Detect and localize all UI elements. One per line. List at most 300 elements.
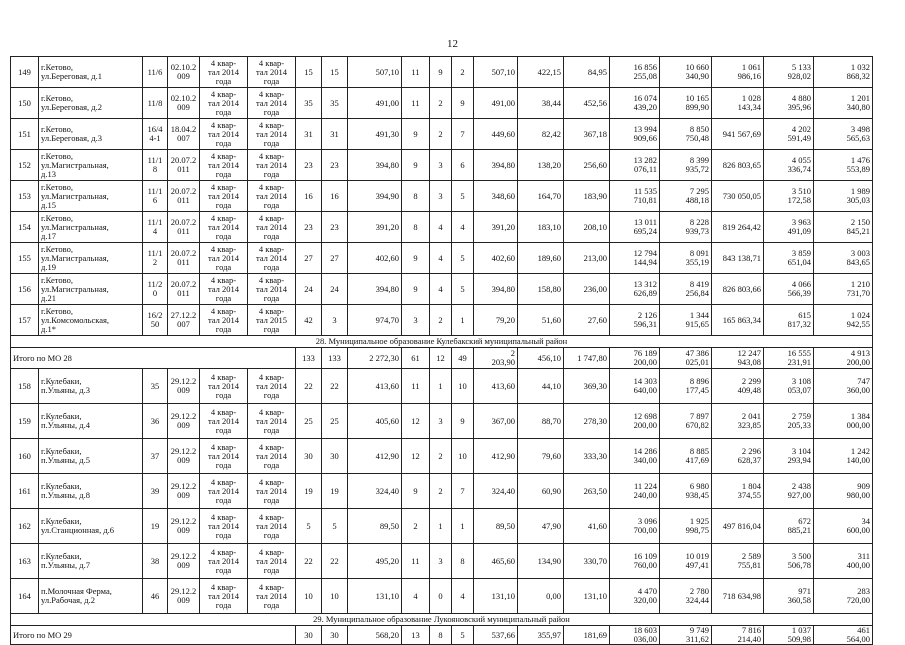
planned-date-cell: 4 квар- тал 2014 года	[200, 439, 248, 474]
total-value-c10: 61	[402, 348, 430, 369]
value-cell-c17: 7 897 670,82	[660, 404, 712, 439]
value-cell-c10: 8	[402, 212, 430, 243]
value-cell-c13: 391,20	[474, 212, 518, 243]
value-cell-c15: 213,00	[564, 243, 610, 274]
permit-date-cell: 20.07.2 011	[168, 150, 200, 181]
planned-date-cell: 4 квар- тал 2014 года	[200, 150, 248, 181]
value-cell-c18: 2 041 323,85	[712, 404, 764, 439]
value-cell-c11: 3	[430, 544, 452, 579]
value-cell-c16: 14 303 640,00	[610, 369, 660, 404]
row-number: 152	[11, 150, 39, 181]
value-cell-c8: 30	[322, 439, 348, 474]
value-cell-c17: 8 896 177,45	[660, 369, 712, 404]
permit-number-cell: 11/1 6	[143, 181, 168, 212]
address-cell: г.Кетово, ул.Береговая, д.2	[39, 88, 143, 119]
value-cell-c13: 449,60	[474, 119, 518, 150]
planned-date-cell: 4 квар- тал 2014 года	[200, 404, 248, 439]
row-number: 150	[11, 88, 39, 119]
value-cell-c16: 11 224 240,00	[610, 474, 660, 509]
permit-number-cell: 16/2 50	[143, 305, 168, 336]
total-value-c9: 568,20	[348, 626, 402, 645]
value-cell-c15: 84,95	[564, 57, 610, 88]
total-row	[11, 626, 873, 645]
section-title: 29. Муниципальное образование Лукояновский муниципальный район	[11, 614, 873, 626]
value-cell-c10: 9	[402, 119, 430, 150]
value-cell-c20: 747 360,00	[814, 369, 873, 404]
value-cell-c20: 1 242 140,00	[814, 439, 873, 474]
value-cell-c20: 1 384 000,00	[814, 404, 873, 439]
table-row	[11, 544, 873, 579]
value-cell-c15: 452,56	[564, 88, 610, 119]
actual-date-cell: 4 квар- тал 2014 года	[248, 404, 296, 439]
value-cell-c12: 1	[452, 509, 474, 544]
value-cell-c18: 941 567,69	[712, 119, 764, 150]
value-cell-c11: 2	[430, 305, 452, 336]
permit-date-cell: 29.12.2 009	[168, 369, 200, 404]
value-cell-c7: 22	[296, 544, 322, 579]
total-label: Итого по МО 29	[11, 626, 296, 645]
address-cell: г.Кулебаки, п.Ульяны, д.4	[39, 404, 143, 439]
address-cell: г.Кулебаки, п.Ульяны, д.3	[39, 369, 143, 404]
value-cell-c19: 971 360,58	[764, 579, 814, 614]
address-cell: г.Кетово, ул.Магистральная, д.13	[39, 150, 143, 181]
value-cell-c20: 1 476 553,89	[814, 150, 873, 181]
value-cell-c20: 34 600,00	[814, 509, 873, 544]
total-value-c14: 456,10	[518, 348, 564, 369]
value-cell-c19: 615 817,32	[764, 305, 814, 336]
value-cell-c12: 1	[452, 305, 474, 336]
value-cell-c14: 60,90	[518, 474, 564, 509]
value-cell-c16: 4 470 320,00	[610, 579, 660, 614]
table-row	[11, 509, 873, 544]
permit-date-cell: 29.12.2 009	[168, 579, 200, 614]
address-cell: г.Кулебаки, ул.Станционная, д.6	[39, 509, 143, 544]
value-cell-c18: 1 804 374,55	[712, 474, 764, 509]
value-cell-c11: 4	[430, 212, 452, 243]
value-cell-c16: 14 286 340,00	[610, 439, 660, 474]
value-cell-c12: 5	[452, 274, 474, 305]
value-cell-c16: 12 698 200,00	[610, 404, 660, 439]
total-value-c18: 7 816 214,40	[712, 626, 764, 645]
value-cell-c8: 19	[322, 474, 348, 509]
value-cell-c14: 422,15	[518, 57, 564, 88]
value-cell-c20: 1 210 731,70	[814, 274, 873, 305]
total-value-c14: 355,97	[518, 626, 564, 645]
planned-date-cell: 4 квар- тал 2014 года	[200, 57, 248, 88]
permit-date-cell: 29.12.2 009	[168, 439, 200, 474]
value-cell-c19: 3 108 053,07	[764, 369, 814, 404]
value-cell-c12: 6	[452, 150, 474, 181]
row-number: 151	[11, 119, 39, 150]
value-cell-c15: 369,30	[564, 369, 610, 404]
value-cell-c15: 263,50	[564, 474, 610, 509]
value-cell-c18: 1 028 143,34	[712, 88, 764, 119]
planned-date-cell: 4 квар- тал 2014 года	[200, 119, 248, 150]
value-cell-c18: 497 816,04	[712, 509, 764, 544]
permit-date-cell: 20.07.2 011	[168, 212, 200, 243]
planned-date-cell: 4 квар- тал 2014 года	[200, 474, 248, 509]
total-value-c20: 4 913 200,00	[814, 348, 873, 369]
value-cell-c16: 16 856 255,08	[610, 57, 660, 88]
value-cell-c18: 1 061 986,16	[712, 57, 764, 88]
planned-date-cell: 4 квар- тал 2014 года	[200, 88, 248, 119]
planned-date-cell: 4 квар- тал 2014 года	[200, 305, 248, 336]
value-cell-c8: 15	[322, 57, 348, 88]
value-cell-c17: 8 091 355,19	[660, 243, 712, 274]
value-cell-c13: 348,60	[474, 181, 518, 212]
permit-date-cell: 20.07.2 011	[168, 243, 200, 274]
value-cell-c13: 131,10	[474, 579, 518, 614]
value-cell-c10: 8	[402, 181, 430, 212]
value-cell-c8: 23	[322, 212, 348, 243]
value-cell-c10: 9	[402, 274, 430, 305]
value-cell-c7: 30	[296, 439, 322, 474]
value-cell-c7: 25	[296, 404, 322, 439]
value-cell-c20: 3 003 843,65	[814, 243, 873, 274]
value-cell-c8: 5	[322, 509, 348, 544]
value-cell-c16: 13 994 909,66	[610, 119, 660, 150]
value-cell-c14: 138,20	[518, 150, 564, 181]
value-cell-c12: 2	[452, 57, 474, 88]
value-cell-c9: 491,30	[348, 119, 402, 150]
address-cell: г.Кетово, ул.Магистральная, д.15	[39, 181, 143, 212]
value-cell-c9: 394,90	[348, 181, 402, 212]
value-cell-c15: 333,30	[564, 439, 610, 474]
total-value-c17: 9 749 311,62	[660, 626, 712, 645]
value-cell-c18: 2 296 628,37	[712, 439, 764, 474]
value-cell-c7: 35	[296, 88, 322, 119]
address-cell: п.Молочная Ферма, ул.Рабочая, д.2	[39, 579, 143, 614]
value-cell-c12: 7	[452, 119, 474, 150]
value-cell-c9: 394,80	[348, 150, 402, 181]
permit-date-cell: 20.07.2 011	[168, 181, 200, 212]
permit-number-cell: 19	[143, 509, 168, 544]
value-cell-c13: 89,50	[474, 509, 518, 544]
value-cell-c9: 507,10	[348, 57, 402, 88]
value-cell-c9: 405,60	[348, 404, 402, 439]
permit-number-cell: 11/2 0	[143, 274, 168, 305]
value-cell-c8: 23	[322, 150, 348, 181]
actual-date-cell: 4 квар- тал 2014 года	[248, 88, 296, 119]
permit-date-cell: 29.12.2 009	[168, 509, 200, 544]
total-value-c16: 18 603 036,00	[610, 626, 660, 645]
table-row	[11, 212, 873, 243]
value-cell-c16: 16 109 760,00	[610, 544, 660, 579]
row-number: 161	[11, 474, 39, 509]
permit-number-cell: 38	[143, 544, 168, 579]
total-value-c17: 47 386 025,01	[660, 348, 712, 369]
value-cell-c13: 394,80	[474, 274, 518, 305]
value-cell-c13: 79,20	[474, 305, 518, 336]
value-cell-c8: 25	[322, 404, 348, 439]
planned-date-cell: 4 квар- тал 2014 года	[200, 369, 248, 404]
value-cell-c14: 82,42	[518, 119, 564, 150]
value-cell-c13: 465,60	[474, 544, 518, 579]
value-cell-c17: 8 850 750,48	[660, 119, 712, 150]
planned-date-cell: 4 квар- тал 2014 года	[200, 544, 248, 579]
value-cell-c20: 3 498 565,63	[814, 119, 873, 150]
value-cell-c17: 7 295 488,18	[660, 181, 712, 212]
value-cell-c17: 6 980 938,45	[660, 474, 712, 509]
value-cell-c20: 909 980,00	[814, 474, 873, 509]
table-row	[11, 57, 873, 88]
planned-date-cell: 4 квар- тал 2014 года	[200, 274, 248, 305]
permit-number-cell: 11/1 8	[143, 150, 168, 181]
value-cell-c14: 134,90	[518, 544, 564, 579]
actual-date-cell: 4 квар- тал 2014 года	[248, 181, 296, 212]
value-cell-c15: 208,10	[564, 212, 610, 243]
value-cell-c10: 9	[402, 243, 430, 274]
value-cell-c7: 24	[296, 274, 322, 305]
value-cell-c14: 38,44	[518, 88, 564, 119]
value-cell-c8: 31	[322, 119, 348, 150]
value-cell-c8: 3	[322, 305, 348, 336]
value-cell-c14: 158,80	[518, 274, 564, 305]
row-number: 163	[11, 544, 39, 579]
value-cell-c12: 8	[452, 544, 474, 579]
address-cell: г.Кетово, ул.Магистральная, д.21	[39, 274, 143, 305]
value-cell-c19: 3 104 293,94	[764, 439, 814, 474]
actual-date-cell: 4 квар- тал 2014 года	[248, 243, 296, 274]
permit-number-cell: 36	[143, 404, 168, 439]
address-cell: г.Кетово, ул.Комсомольская, д.1*	[39, 305, 143, 336]
value-cell-c20: 1 032 868,32	[814, 57, 873, 88]
value-cell-c12: 9	[452, 404, 474, 439]
value-cell-c9: 491,00	[348, 88, 402, 119]
planned-date-cell: 4 квар- тал 2014 года	[200, 509, 248, 544]
total-value-c9: 2 272,30	[348, 348, 402, 369]
value-cell-c12: 9	[452, 88, 474, 119]
value-cell-c16: 3 096 700,00	[610, 509, 660, 544]
value-cell-c10: 9	[402, 474, 430, 509]
total-value-c12: 49	[452, 348, 474, 369]
total-value-c19: 16 555 231,91	[764, 348, 814, 369]
section-header-row	[11, 336, 873, 348]
value-cell-c17: 8 885 417,69	[660, 439, 712, 474]
actual-date-cell: 4 квар- тал 2014 года	[248, 57, 296, 88]
value-cell-c11: 1	[430, 369, 452, 404]
row-number: 154	[11, 212, 39, 243]
value-cell-c7: 5	[296, 509, 322, 544]
table-row	[11, 181, 873, 212]
permit-number-cell: 39	[143, 474, 168, 509]
value-cell-c18: 718 634,98	[712, 579, 764, 614]
value-cell-c11: 2	[430, 88, 452, 119]
value-cell-c14: 0,00	[518, 579, 564, 614]
value-cell-c11: 4	[430, 243, 452, 274]
actual-date-cell: 4 квар- тал 2014 года	[248, 579, 296, 614]
actual-date-cell: 4 квар- тал 2014 года	[248, 274, 296, 305]
value-cell-c10: 11	[402, 544, 430, 579]
row-number: 149	[11, 57, 39, 88]
value-cell-c18: 843 138,71	[712, 243, 764, 274]
total-label: Итого по МО 28	[11, 348, 296, 369]
permit-date-cell: 18.04.2 007	[168, 119, 200, 150]
actual-date-cell: 4 квар- тал 2014 года	[248, 544, 296, 579]
table-row	[11, 88, 873, 119]
permit-date-cell: 29.12.2 009	[168, 404, 200, 439]
value-cell-c11: 1	[430, 509, 452, 544]
value-cell-c11: 2	[430, 119, 452, 150]
value-cell-c19: 5 133 928,02	[764, 57, 814, 88]
value-cell-c14: 51,60	[518, 305, 564, 336]
actual-date-cell: 4 квар- тал 2014 года	[248, 369, 296, 404]
value-cell-c7: 22	[296, 369, 322, 404]
value-cell-c12: 10	[452, 439, 474, 474]
value-cell-c13: 413,60	[474, 369, 518, 404]
value-cell-c18: 165 863,34	[712, 305, 764, 336]
total-value-c13: 537,66	[474, 626, 518, 645]
permit-date-cell: 27.12.2 007	[168, 305, 200, 336]
value-cell-c9: 413,60	[348, 369, 402, 404]
total-value-c15: 1 747,80	[564, 348, 610, 369]
value-cell-c7: 15	[296, 57, 322, 88]
value-cell-c14: 79,60	[518, 439, 564, 474]
total-row	[11, 348, 873, 369]
address-cell: г.Кулебаки, п.Ульяны, д.5	[39, 439, 143, 474]
planned-date-cell: 4 квар- тал 2014 года	[200, 181, 248, 212]
value-cell-c18: 730 050,05	[712, 181, 764, 212]
value-cell-c16: 13 011 695,24	[610, 212, 660, 243]
value-cell-c18: 826 803,65	[712, 150, 764, 181]
value-cell-c15: 330,70	[564, 544, 610, 579]
value-cell-c13: 491,00	[474, 88, 518, 119]
value-cell-c8: 16	[322, 181, 348, 212]
row-number: 159	[11, 404, 39, 439]
value-cell-c10: 2	[402, 509, 430, 544]
total-value-c10: 13	[402, 626, 430, 645]
value-cell-c9: 131,10	[348, 579, 402, 614]
housing-register-table	[10, 56, 873, 645]
table-row	[11, 119, 873, 150]
permit-number-cell: 35	[143, 369, 168, 404]
value-cell-c19: 2 759 205,33	[764, 404, 814, 439]
value-cell-c16: 11 535 710,81	[610, 181, 660, 212]
value-cell-c17: 1 925 998,75	[660, 509, 712, 544]
value-cell-c19: 3 859 651,04	[764, 243, 814, 274]
table-row	[11, 474, 873, 509]
value-cell-c9: 391,20	[348, 212, 402, 243]
value-cell-c16: 13 282 076,11	[610, 150, 660, 181]
planned-date-cell: 4 квар- тал 2014 года	[200, 579, 248, 614]
table-row	[11, 579, 873, 614]
permit-date-cell: 02.10.2 009	[168, 57, 200, 88]
planned-date-cell: 4 квар- тал 2014 года	[200, 243, 248, 274]
value-cell-c11: 2	[430, 474, 452, 509]
value-cell-c18: 819 264,42	[712, 212, 764, 243]
value-cell-c13: 507,10	[474, 57, 518, 88]
value-cell-c20: 1 989 305,03	[814, 181, 873, 212]
value-cell-c9: 412,90	[348, 439, 402, 474]
value-cell-c13: 394,80	[474, 150, 518, 181]
total-value-c18: 12 247 943,08	[712, 348, 764, 369]
value-cell-c12: 10	[452, 369, 474, 404]
value-cell-c11: 4	[430, 274, 452, 305]
address-cell: г.Кетово, ул.Магистральная, д.17	[39, 212, 143, 243]
value-cell-c7: 31	[296, 119, 322, 150]
table-row	[11, 305, 873, 336]
actual-date-cell: 4 квар- тал 2014 года	[248, 474, 296, 509]
value-cell-c16: 12 794 144,94	[610, 243, 660, 274]
permit-number-cell: 16/4 4-1	[143, 119, 168, 150]
value-cell-c12: 7	[452, 474, 474, 509]
value-cell-c20: 311 400,00	[814, 544, 873, 579]
permit-date-cell: 29.12.2 009	[168, 474, 200, 509]
total-value-c20: 461 564,00	[814, 626, 873, 645]
row-number: 160	[11, 439, 39, 474]
value-cell-c12: 5	[452, 181, 474, 212]
value-cell-c13: 402,60	[474, 243, 518, 274]
register-body	[11, 57, 873, 645]
value-cell-c9: 974,70	[348, 305, 402, 336]
value-cell-c15: 236,00	[564, 274, 610, 305]
page-number: 12	[447, 38, 458, 50]
value-cell-c12: 4	[452, 212, 474, 243]
permit-date-cell: 29.12.2 009	[168, 544, 200, 579]
value-cell-c11: 3	[430, 181, 452, 212]
total-value-c19: 1 037 509,98	[764, 626, 814, 645]
value-cell-c8: 22	[322, 544, 348, 579]
value-cell-c15: 131,10	[564, 579, 610, 614]
row-number: 155	[11, 243, 39, 274]
table-row	[11, 243, 873, 274]
value-cell-c7: 27	[296, 243, 322, 274]
value-cell-c12: 4	[452, 579, 474, 614]
total-value-c8: 133	[322, 348, 348, 369]
permit-number-cell: 11/1 2	[143, 243, 168, 274]
value-cell-c7: 16	[296, 181, 322, 212]
value-cell-c19: 4 066 566,39	[764, 274, 814, 305]
table-row	[11, 439, 873, 474]
value-cell-c14: 47,90	[518, 509, 564, 544]
value-cell-c19: 672 885,21	[764, 509, 814, 544]
value-cell-c10: 12	[402, 404, 430, 439]
value-cell-c8: 24	[322, 274, 348, 305]
value-cell-c18: 826 803,66	[712, 274, 764, 305]
value-cell-c15: 41,60	[564, 509, 610, 544]
value-cell-c19: 3 510 172,58	[764, 181, 814, 212]
value-cell-c17: 10 660 340,90	[660, 57, 712, 88]
address-cell: г.Кетово, ул.Береговая, д.1	[39, 57, 143, 88]
value-cell-c10: 11	[402, 369, 430, 404]
value-cell-c11: 9	[430, 57, 452, 88]
permit-number-cell: 11/8	[143, 88, 168, 119]
row-number: 162	[11, 509, 39, 544]
value-cell-c12: 5	[452, 243, 474, 274]
value-cell-c14: 44,10	[518, 369, 564, 404]
actual-date-cell: 4 квар- тал 2014 года	[248, 212, 296, 243]
value-cell-c7: 10	[296, 579, 322, 614]
value-cell-c14: 189,60	[518, 243, 564, 274]
total-value-c12: 5	[452, 626, 474, 645]
value-cell-c15: 27,60	[564, 305, 610, 336]
value-cell-c15: 256,60	[564, 150, 610, 181]
total-value-c7: 30	[296, 626, 322, 645]
value-cell-c9: 495,20	[348, 544, 402, 579]
total-value-c15: 181,69	[564, 626, 610, 645]
row-number: 158	[11, 369, 39, 404]
permit-number-cell: 11/1 4	[143, 212, 168, 243]
address-cell: г.Кулебаки, п.Ульяны, д.7	[39, 544, 143, 579]
value-cell-c18: 2 299 409,48	[712, 369, 764, 404]
value-cell-c19: 4 055 336,74	[764, 150, 814, 181]
value-cell-c19: 3 500 506,78	[764, 544, 814, 579]
value-cell-c14: 164,70	[518, 181, 564, 212]
value-cell-c16: 16 074 439,20	[610, 88, 660, 119]
value-cell-c19: 4 880 395,96	[764, 88, 814, 119]
value-cell-c14: 88,70	[518, 404, 564, 439]
table-row	[11, 274, 873, 305]
